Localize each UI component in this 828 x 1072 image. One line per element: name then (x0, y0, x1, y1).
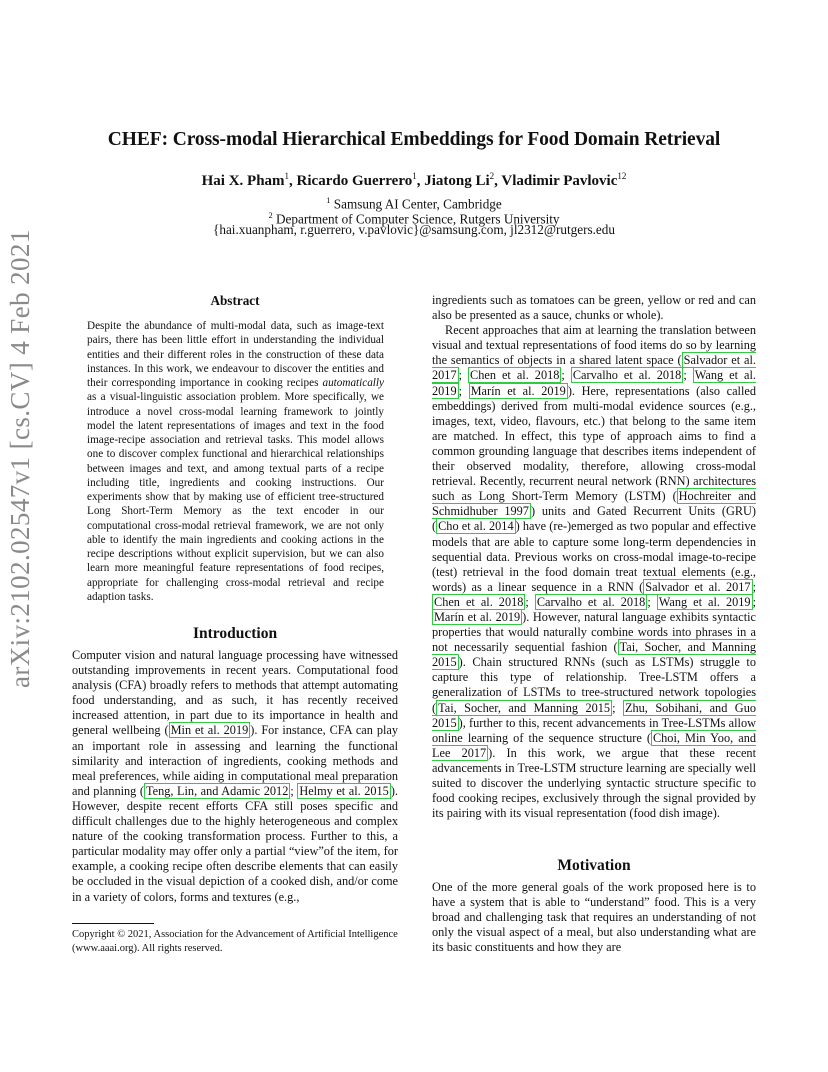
author-affiliation-mark: 1 (284, 171, 290, 181)
body-text: ). In this work, we argue that these recent advancements in Tree-LSTM structure learning are specially well suited to discover the underlying syntactic structure specific to food cooking recipes, exclusively through the signal provided by its pairing with its visual representation (food dish image). (432, 745, 756, 821)
body-text: ; (752, 594, 756, 609)
abstract-text: Despite the abundance of multi-modal data, such as image-text pairs, there has been little effort in understanding the individual entities and their different roles in the construction of these data instances. In this work, we endeavour to discover the entities and their corresponding importance in cooking recipes (87, 320, 384, 389)
author-name: Ricardo Guerrero (296, 173, 413, 189)
body-text: ). Chain structured RNNs (such as LSTMs) struggle to capture this type of relationship. Tree-LSTM offers a generalization of LSTMs to tree-structured network topologies ( (432, 655, 756, 715)
affiliation-mark: 1 (326, 195, 331, 205)
citation-link[interactable]: Zhu, Sobihani, and Guo 2015 (432, 700, 756, 730)
paper-title: CHEF: Cross-modal Hierarchical Embeddings for Food Domain Retrieval (107, 129, 721, 150)
body-text: ; (561, 368, 571, 383)
citation-link[interactable]: Hochreiter and Schmidhuber 1997 (432, 489, 756, 519)
citation-link[interactable]: Wang et al. 2019 (432, 368, 756, 398)
abstract-text: as a visual-linguistic association problem. More specifically, we introduce a novel cross-modal learning framework to jointly model the latent representations of images and text in the food image-recipe association and retrieval tasks. This model allows one to discover complex functional and hierarchical relationships between images and text, and among textual parts of a recipe including title, ingredients and cooking instructions. Our experiments show that by making use of efficient tree-structured Long Short-Term Memory as the text encoder in our computational cross-modal retrieval framework, we are not only able to identify the main ingredients and cooking actions in the recipe descriptions without explicit supervision, but we can also learn more meaningful feature representations of food recipes, appropriate for challenging cross-modal retrieval and recipe adaption tasks. (87, 391, 384, 603)
citation-link[interactable]: Carvalho et al. 2018 (536, 594, 646, 609)
citation-link[interactable]: Cho et al. 2014 (438, 519, 514, 534)
citation-link[interactable]: Chen et al. 2018 (434, 594, 524, 609)
paragraph (432, 323, 756, 821)
arxiv-identifier: arXiv:2102.02547v1 [cs.CV] 4 Feb 2021 (5, 229, 35, 688)
author-name: Hai X. Pham (201, 173, 285, 189)
citation-link[interactable]: Min et al. 2019 (170, 723, 249, 738)
body-text: Computer vision and natural language processing have witnessed outstanding improvements in recent years. Computational food analysis (CFA) broadly refers to methods that attempt automating food understanding, and as such, it has recently received increased attention, in part due to its importance in health and general wellbeing ( (72, 648, 398, 738)
citation-link[interactable]: Wang et al. 2019 (658, 594, 751, 609)
affiliation-mark: 2 (268, 210, 273, 220)
author-name: Jiatong Li (424, 173, 490, 189)
introduction-body (72, 648, 398, 905)
citation-link[interactable]: Tai, Socher, and Manning 2015 (432, 640, 756, 670)
abstract-heading: Abstract (210, 293, 260, 308)
author-name: Vladimir Pavlovic (501, 173, 618, 189)
body-text: ). However, despite recent efforts CFA still poses specific and difficult challenges due to the highly heterogeneous and complex nature of the cooking transformation process. Further to this, a particular modality may offer only a partial “view”of the item, for example, a cooking recipe often describe elements that can easily be occluded in the visual depiction of a cooked dish, and/or come in a variety of colors, forms and textures (e.g., (72, 783, 398, 904)
citation-link[interactable]: Choi, Min Yoo, and Lee 2017 (432, 730, 756, 760)
body-text: ; (752, 579, 756, 594)
body-text: ; (290, 783, 298, 798)
citation-link[interactable]: Teng, Lin, and Adamic 2012 (145, 783, 289, 798)
paragraph: ingredients such as tomatoes can be green, yellow or red and can also be presented as a sauce, chunks or whole). (432, 293, 756, 323)
affiliation-text: Department of Computer Science, Rutgers University (276, 211, 560, 227)
citation-link[interactable]: Helmy et al. 2015 (299, 783, 389, 798)
author-emails: {hai.xuanpham, r.guerrero, v.pavlovic}@samsung.com, jl2312@rutgers.edu (213, 222, 615, 237)
citation-link[interactable]: Marín et al. 2019 (470, 383, 566, 398)
abstract-body (87, 319, 384, 604)
copyright-footnote: Copyright © 2021, Association for the Advancement of Artificial Intelligence (www.aaai.org). All rights reserved. (72, 929, 398, 954)
right-column-body (432, 293, 756, 821)
body-text: ). However, natural language exhibits syntactic properties that would naturally combine words into phrases in a not necessarily sequential fashion ( (432, 609, 756, 655)
body-text: ; (525, 594, 535, 609)
footnote-rule (72, 923, 154, 924)
affiliation-text: Samsung AI Center, Cambridge (333, 196, 502, 212)
body-text: ). Here, representations (also called embeddings) derived from multi-modal evidence sources (e.g., images, text, video, flavours, etc.) that belong to the same item are matched. In effect, this type of approach aims to find a common grounding language that describes items independent of their observed modality, therefore, allowing cross-modal retrieval. Recently, recurrent neural network (RNN) architectures such as Long Short-Term Memory (LSTM) ( (432, 383, 756, 504)
body-text: ; (683, 368, 693, 383)
citation-link[interactable]: Carvalho et al. 2018 (572, 368, 682, 383)
body-text: ). For instance, CFA can play an important role in assessing and learning the functional similarity and interaction of ingredients, cooking methods and meal preferences, while aiding in computational meal preparation and planning ( (72, 723, 398, 798)
citation-link[interactable]: Salvador et al. 2017 (432, 353, 756, 383)
motivation-heading: Motivation (557, 857, 631, 874)
body-text: ; (612, 700, 623, 715)
body-text: ) units and Gated Recurrent Units (GRU) ( (432, 504, 756, 534)
body-text: ; (458, 383, 469, 398)
body-text: ; (647, 594, 657, 609)
body-text: Recent approaches that aim at learning the translation between visual and textual representations of food items do so by learning the semantics of objects in a shared latent space ( (432, 323, 756, 368)
author-list: Hai X. Pham$^1$, Ricardo Guerrero$^1$, Jiatong Li$^2$, Vladimir Pavlovic$^{12}$ (201, 171, 627, 189)
abstract-emphasis: automatically (322, 377, 384, 389)
author-affiliation-mark: 2 (489, 171, 495, 181)
author-affiliation-mark: 1 (412, 171, 417, 181)
body-text: ) have (re-)emerged as two popular and effective models that are able to capture some long-term dependencies in sequential data. Previous works on cross-modal image-to-recipe (test) retrieval in the food domain treat textual elements (e.g., words) as a linear sequence in a RNN ( (432, 519, 757, 594)
author-affiliation-mark: 12 (617, 171, 627, 181)
citation-link[interactable]: Marín et al. 2019 (434, 609, 521, 624)
body-text: ), further to this, recent advancements in Tree-LSTMs allow online learning of the sequence structure ( (432, 715, 756, 745)
motivation-body: One of the more general goals of the work proposed here is to have a system that is able to “understand” food. This is a very broad and challenging task that requires an understanding of not only the visual aspect of a meal, but also understanding what are its basic constituents and how they are (432, 880, 756, 955)
citation-link[interactable]: Tai, Socher, and Manning 2015 (438, 700, 611, 715)
body-text: ; (458, 368, 469, 383)
introduction-heading: Introduction (192, 625, 278, 642)
citation-link[interactable]: Chen et al. 2018 (470, 368, 560, 383)
citation-link[interactable]: Salvador et al. 2017 (645, 579, 751, 594)
